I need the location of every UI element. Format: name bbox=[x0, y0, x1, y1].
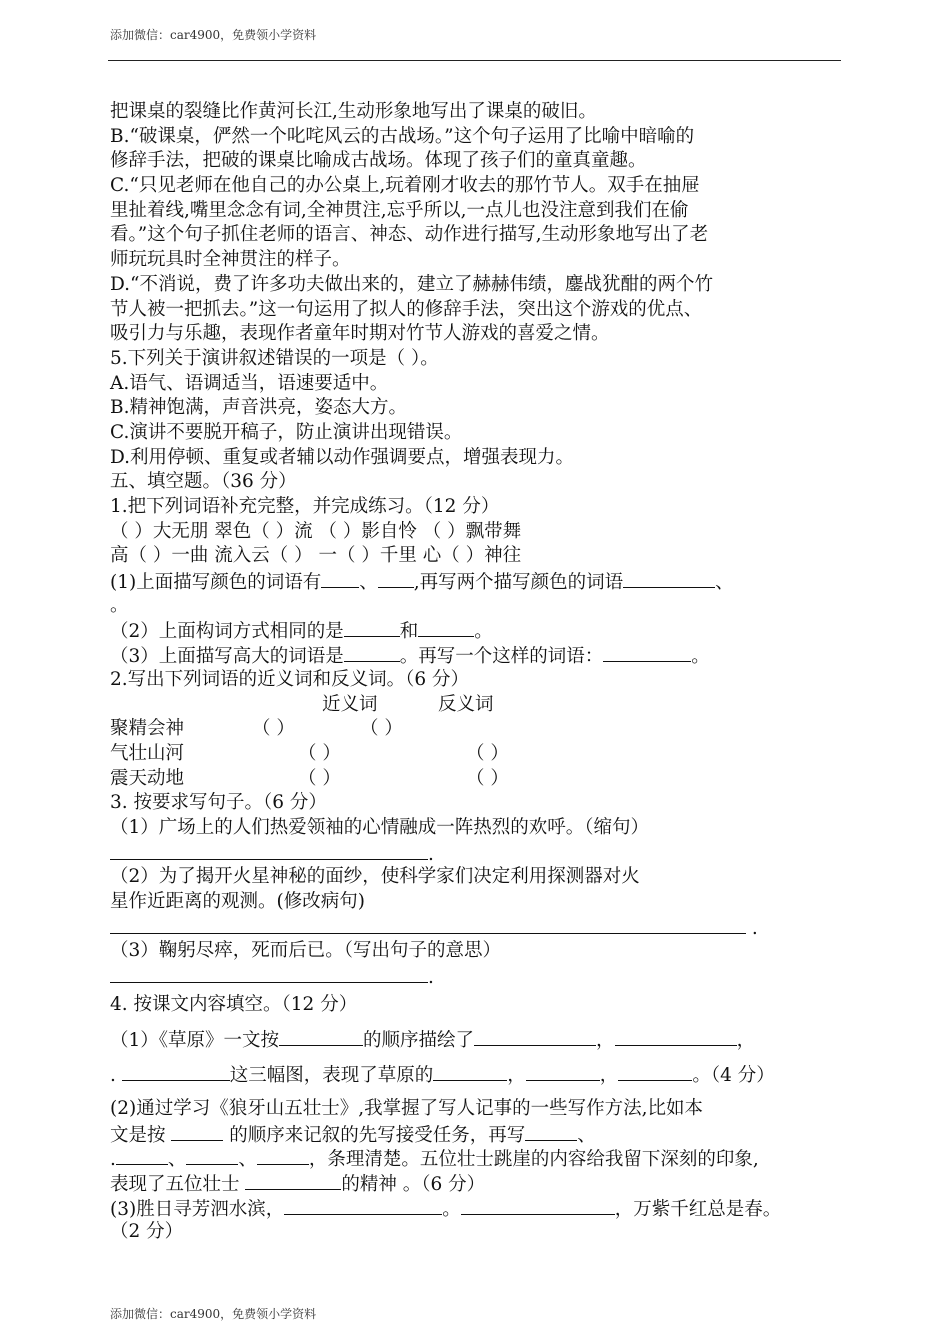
q1-text: （2）上面构词方式相同的是 bbox=[110, 621, 344, 643]
q4-text: 这三幅图，表现了草原的 bbox=[229, 1065, 434, 1087]
q1-text: 、 bbox=[715, 572, 734, 594]
word-blanks-row: 高（ ）一曲 流入云（ ） 一（ ）千里 心（ ）神往 bbox=[110, 545, 522, 567]
q4-line-a bbox=[110, 1027, 845, 1052]
q4-text: . bbox=[110, 1149, 116, 1171]
answer-line[interactable] bbox=[110, 841, 428, 860]
q4-text: 的精神 。（6 分） bbox=[341, 1173, 486, 1195]
q1-line-2: 。 bbox=[110, 594, 129, 616]
q2-row bbox=[110, 767, 845, 792]
q3-text: . bbox=[428, 843, 434, 865]
q3-text: . bbox=[428, 967, 434, 989]
q4-text: ， bbox=[596, 1030, 615, 1052]
q2-row bbox=[110, 742, 845, 767]
answer-blank[interactable] bbox=[171, 1122, 223, 1141]
text-line: D.“不消说，费了许多功夫做出来的，建立了赫赫伟绩，鏖战犹酣的两个竹 bbox=[110, 273, 714, 295]
q1-text: 。 bbox=[474, 621, 493, 643]
q2-title: 2.写出下列词语的近义词和反义词。（6 分） bbox=[110, 668, 470, 690]
answer-blank[interactable] bbox=[321, 569, 359, 588]
text-line: C.“只见老师在他自己的办公桌上,玩着刚才收去的那竹节人。双手在抽屉 bbox=[110, 175, 700, 197]
q4-text: 。 bbox=[442, 1198, 461, 1220]
q2-row bbox=[110, 717, 845, 742]
q4-text: 、 bbox=[577, 1124, 596, 1146]
q2-header bbox=[110, 693, 845, 718]
q3-text: . bbox=[746, 917, 758, 939]
text-line: 把课桌的裂缝比作黄河长江,生动形象地写出了课桌的破旧。 bbox=[110, 101, 597, 122]
q2-blank[interactable]: （ ） bbox=[298, 767, 341, 789]
text-line: 修辞手法，把破的课桌比喻成古战场。体现了孩子们的童真童趣。 bbox=[110, 150, 647, 172]
document-body bbox=[110, 100, 845, 1245]
q1-line-3 bbox=[110, 618, 845, 643]
q3-s3: （3）鞠躬尽瘁，死而后已。（写出句子的意思） bbox=[110, 940, 502, 962]
q4-text: ， bbox=[507, 1065, 526, 1087]
answer-blank[interactable] bbox=[623, 569, 715, 588]
q4-text: 的顺序描绘了 bbox=[363, 1030, 475, 1052]
q4-title: 4. 按课文内容填空。（12 分） bbox=[110, 993, 358, 1015]
answer-blank[interactable] bbox=[474, 1027, 596, 1046]
q4-text: 。（4 分） bbox=[692, 1065, 775, 1087]
q4-text: (3)胜日寻芳泗水滨， bbox=[110, 1198, 285, 1220]
answer-blank[interactable] bbox=[122, 1062, 230, 1081]
q4-text: 、 bbox=[238, 1149, 257, 1171]
answer-blank[interactable] bbox=[116, 1146, 168, 1165]
q3-title: 3. 按要求写句子。（6 分） bbox=[110, 792, 327, 814]
answer-blank[interactable] bbox=[418, 618, 474, 637]
q4-text: 表现了五位壮士 bbox=[110, 1173, 246, 1195]
q3-s2b: 星作近距离的观测。(修改病句) bbox=[110, 891, 365, 912]
q1-text: 、 bbox=[359, 572, 378, 594]
q1-text: (1)上面描写颜色的词语有 bbox=[110, 572, 322, 594]
q3-answer-3 bbox=[110, 964, 845, 989]
answer-blank[interactable] bbox=[284, 1196, 442, 1215]
answer-blank[interactable] bbox=[433, 1062, 507, 1081]
word-blanks-row: （ ）大无朋 翠色（ ）流 （ ）影自怜 （ ）飘带舞 bbox=[110, 520, 522, 542]
answer-blank[interactable] bbox=[526, 1062, 600, 1081]
q2-word: 震天动地 bbox=[110, 767, 185, 789]
q4-line-g bbox=[110, 1196, 845, 1221]
q3-s2a: （2）为了揭开火星神秘的面纱，使科学家们决定利用探测器对火 bbox=[110, 866, 640, 888]
q1-line-4 bbox=[110, 643, 845, 668]
q1-text: ,再写两个描写颜色的词语 bbox=[413, 572, 624, 594]
answer-blank[interactable] bbox=[245, 1171, 341, 1190]
q4-line-h: （2 分） bbox=[110, 1221, 184, 1243]
q1-line-1 bbox=[110, 569, 845, 594]
q2-blank[interactable]: （ ） bbox=[298, 742, 341, 764]
answer-blank[interactable] bbox=[615, 1027, 737, 1046]
q4-text: ，条理清楚。五位壮士跳崖的内容给我留下深刻的印象, bbox=[308, 1149, 759, 1171]
answer-blank[interactable] bbox=[279, 1027, 363, 1046]
q2-blank[interactable]: （ ） bbox=[252, 718, 295, 740]
q2-blank[interactable]: （ ） bbox=[466, 767, 509, 789]
q4-line-c: (2)通过学习《狼牙山五壮士》,我掌握了写人记事的一些写作方法,比如本 bbox=[110, 1097, 703, 1119]
q3-answer-1 bbox=[110, 841, 845, 866]
header-watermark: 添加微信：car4900，免费领小学资料 bbox=[110, 28, 317, 42]
footer-watermark: 添加微信：car4900，免费领小学资料 bbox=[110, 1307, 317, 1321]
q4-text: 文是按 bbox=[110, 1124, 172, 1146]
q3-s1: （1）广场上的人们热爱领袖的心情融成一阵热烈的欢呼。（缩句） bbox=[110, 816, 650, 838]
answer-blank[interactable] bbox=[603, 643, 691, 662]
header-divider bbox=[108, 60, 841, 61]
question-title: 5.下列关于演讲叙述错误的一项是（ ）。 bbox=[110, 347, 439, 369]
answer-line[interactable] bbox=[110, 964, 428, 983]
q1-text: 。再写一个这样的词语： bbox=[399, 646, 604, 668]
answer-blank[interactable] bbox=[378, 569, 414, 588]
q1-text: 和 bbox=[399, 621, 419, 643]
answer-blank[interactable] bbox=[186, 1146, 238, 1165]
option-c: C.演讲不要脱开稿子，防止演讲出现错误。 bbox=[110, 421, 463, 443]
q4-line-d bbox=[110, 1122, 845, 1147]
q4-text: 的顺序来记叙的先写接受任务，再写 bbox=[223, 1124, 526, 1146]
text-line: 里扯着线,嘴里念念有词,全神贯注,忘乎所以,一点儿也没注意到我们在偷 bbox=[110, 199, 689, 221]
answer-blank[interactable] bbox=[257, 1146, 309, 1165]
text-line: 吸引力与乐趣，表现作者童年时期对竹节人游戏的喜爱之情。 bbox=[110, 323, 610, 345]
section-title: 五、填空题。（36 分） bbox=[110, 471, 297, 493]
q1-text: （3）上面描写高大的词语是 bbox=[110, 646, 344, 668]
answer-blank[interactable] bbox=[461, 1196, 615, 1215]
q4-text: 、 bbox=[167, 1149, 187, 1171]
q2-blank[interactable]: （ ） bbox=[466, 742, 509, 764]
answer-blank[interactable] bbox=[344, 618, 400, 637]
q4-text: . bbox=[110, 1065, 122, 1087]
text-line: 节人被一把抓去。”这一句运用了拟人的修辞手法，突出这个游戏的优点、 bbox=[110, 298, 703, 320]
q4-text: ， bbox=[599, 1065, 619, 1087]
answer-blank[interactable] bbox=[344, 643, 400, 662]
q3-answer-2 bbox=[110, 915, 845, 940]
q2-word: 聚精会神 bbox=[110, 718, 185, 740]
q4-text: ， bbox=[736, 1030, 756, 1052]
col-near-label: 近义词 bbox=[322, 693, 378, 715]
q4-text: ，万紫千红总是春。 bbox=[614, 1198, 782, 1220]
q4-line-e bbox=[110, 1146, 845, 1171]
q4-text: （1）《草原》一文按 bbox=[110, 1030, 280, 1052]
answer-blank[interactable] bbox=[618, 1062, 692, 1081]
q2-word: 气壮山河 bbox=[110, 742, 185, 764]
col-anti-label: 反义词 bbox=[438, 693, 494, 715]
option-b: B.精神饱满，声音洪亮，姿态大方。 bbox=[110, 397, 407, 419]
answer-blank[interactable] bbox=[525, 1122, 577, 1141]
q2-blank[interactable]: （ ） bbox=[360, 718, 403, 740]
text-line: 师玩玩具时全神贯注的样子。 bbox=[110, 249, 351, 271]
q4-line-b bbox=[110, 1062, 845, 1087]
option-d: D.利用停顿、重复或者辅以动作强调要点，增强表现力。 bbox=[110, 446, 575, 468]
question-title: 1.把下列词语补充完整，并完成练习。（12 分） bbox=[110, 496, 500, 517]
answer-line[interactable] bbox=[110, 915, 746, 934]
option-a: A.语气、语调适当，语速要适中。 bbox=[110, 372, 389, 394]
text-line: B.“破课桌，俨然一个叱咤风云的古战场。”这个句子运用了比喻中暗喻的 bbox=[110, 125, 695, 147]
q1-text: 。 bbox=[691, 646, 710, 668]
text-line: 看。”这个句子抓住老师的语言、神态、动作进行描写,生动形象地写出了老 bbox=[110, 224, 709, 246]
q4-line-f bbox=[110, 1171, 845, 1196]
